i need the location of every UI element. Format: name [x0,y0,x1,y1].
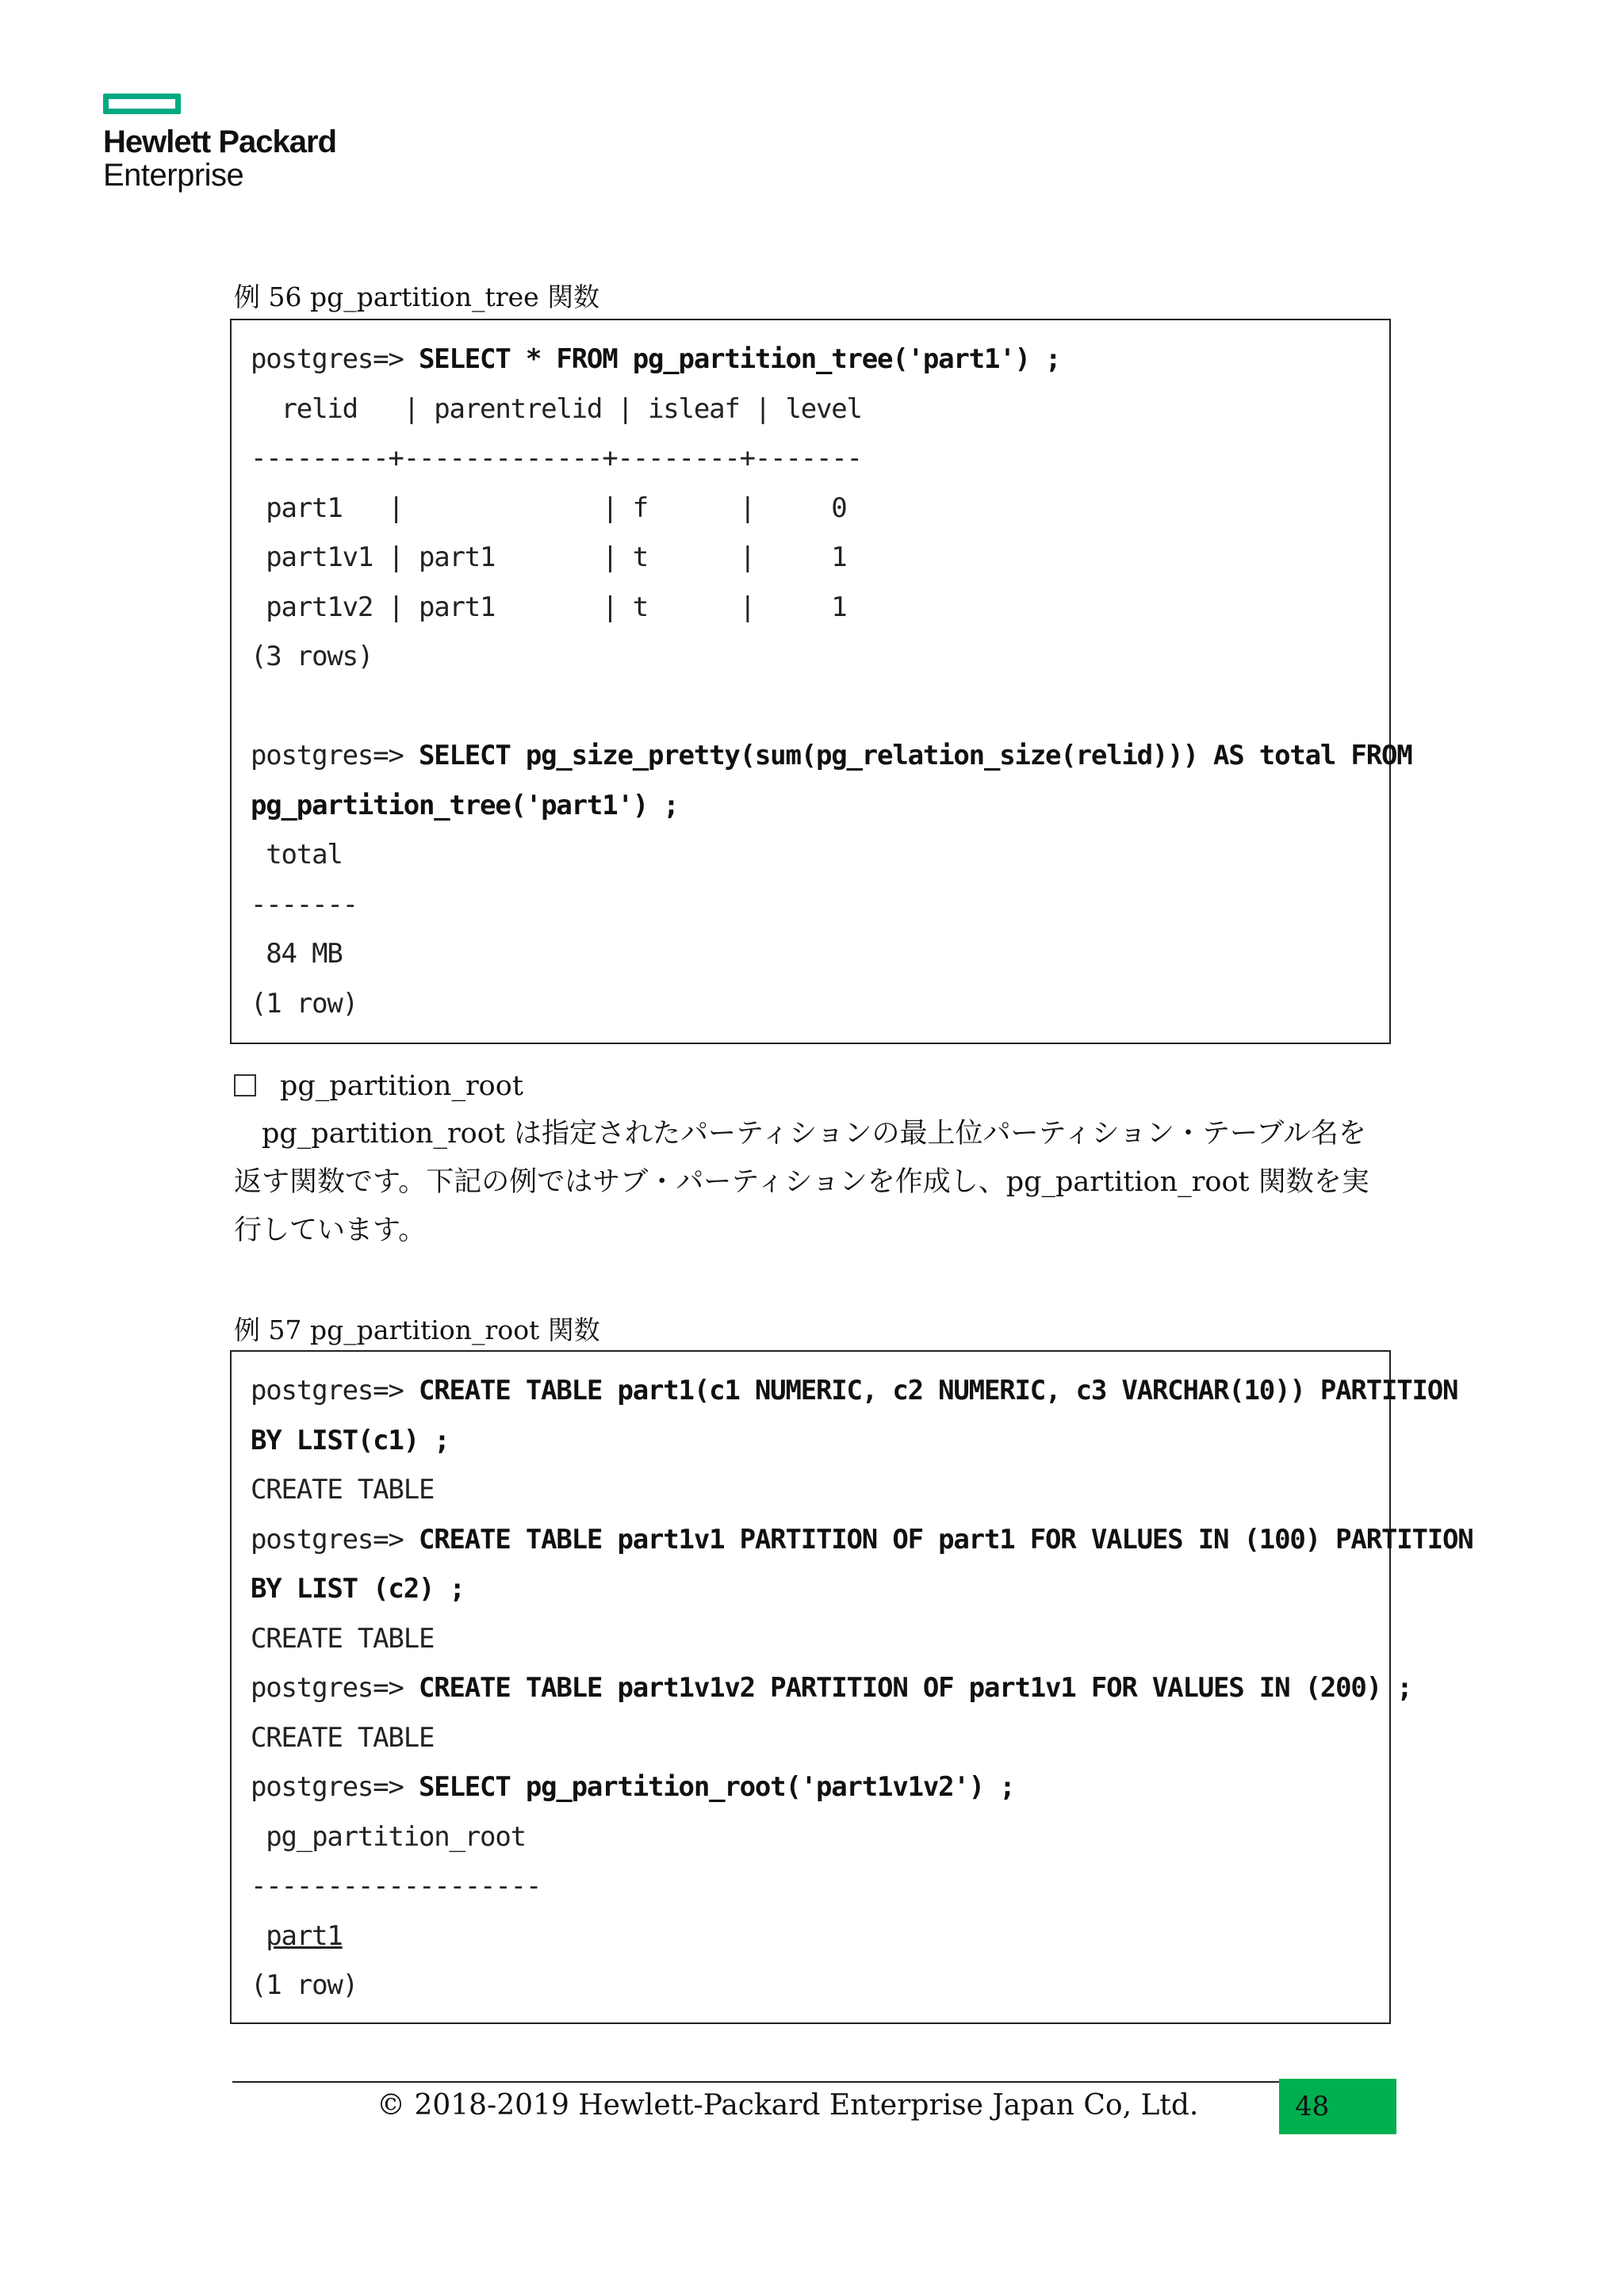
footer-copyright: © 2018-2019 Hewlett-Packard Enterprise Japan Co, Ltd. [377,2089,1199,2122]
code-line [251,1564,1389,1614]
code-line [251,1961,1389,2011]
code-prompt: postgres=> [251,740,419,771]
code-line [251,929,1389,979]
code-line [251,1663,1412,1713]
checkbox-bullet-icon [234,1074,256,1096]
code-prompt: ---------+-------------+--------+------- [251,442,862,474]
section-title: pg_partition_root [280,1070,523,1102]
code-prompt: CREATE TABLE [251,1622,435,1655]
logo-text-line1: Hewlett Packard [103,124,337,159]
code-line [251,434,1389,484]
code-prompt: ------------------- [251,1870,542,1902]
code-command: CREATE TABLE part1v1 PARTITION OF part1 FOR VALUES IN (100) PARTITION [418,1523,1473,1556]
code-prompt: (1 row) [251,1969,358,2001]
code-line [251,1713,1389,1763]
example56-caption: 例 56 pg_partition_tree 関数 [234,281,600,312]
code-line [251,1812,1389,1862]
code-command: SELECT pg_partition_root('part1v1v2') ; [418,1771,1015,1803]
code-result-value: part1 [266,1919,343,1952]
code-command: pg_partition_tree('part1') ; [251,789,679,821]
hpe-logo [103,94,336,192]
code-line [251,583,1389,633]
example57-code-box [230,1350,1473,2024]
code-prompt: total [251,839,343,871]
code-line [251,632,1389,682]
code-line [251,335,1389,385]
code-prompt: CREATE TABLE [251,1721,435,1754]
paragraph-line: 行しています。 [234,1215,427,1246]
code-prompt: postgres=> [251,1375,419,1406]
code-prompt: ------- [251,888,358,920]
code-line [251,1416,1389,1466]
section-heading [234,1069,523,1104]
code-line [251,880,1389,930]
page-number-box [1279,2079,1396,2134]
code-command: BY LIST (c2) ; [251,1573,465,1605]
logo-text-line2: Enterprise [103,158,244,193]
code-line [251,533,1389,583]
code-line [251,830,1389,880]
footer-divider [232,2081,1342,2083]
code-line [251,1515,1473,1565]
code-prompt: postgres=> [251,1771,419,1803]
code-prompt: postgres=> [251,1523,419,1556]
code-command: SELECT pg_size_pretty(sum(pg_relation_size(relid))) AS total FROM [418,740,1412,771]
code-line [251,682,1389,732]
paragraph-line: pg_partition_root は指定されたパーティションの最上位パーティション・テーブル名を [234,1118,1366,1150]
example57-caption: 例 57 pg_partition_root 関数 [234,1314,600,1345]
code-prompt: relid | parentrelid | isleaf | level [251,392,862,425]
code-prompt: part1v1 | part1 | t | 1 [251,541,847,573]
code-line [251,731,1412,781]
code-line [251,1762,1389,1812]
code-command: CREATE TABLE part1v1v2 PARTITION OF part1v1 FOR VALUES IN (200) ; [418,1672,1412,1704]
example56-code-box [230,319,1412,1044]
code-line [251,484,1389,534]
code-line [251,781,1389,831]
hpe-logo-rectangle-icon [103,94,181,114]
code-prompt: (3 rows) [251,641,373,672]
section-paragraph [234,1110,1400,1255]
page-number: 48 [1295,2091,1330,2122]
paragraph-line: 返す関数です。下記の例ではサブ・パーティションを作成し、pg_partition_root 関数を実 [234,1166,1369,1198]
code-prompt: 84 MB [251,938,343,970]
code-prompt: (1 row) [251,987,358,1020]
code-prompt [251,1920,266,1952]
code-command: SELECT * FROM pg_partition_tree('part1') ; [418,343,1061,375]
code-prompt: postgres=> [251,1672,419,1704]
code-line [251,1862,1389,1911]
code-line [251,1614,1389,1664]
code-command: BY LIST(c1) ; [251,1424,450,1456]
code-line [251,979,1389,1029]
code-prompt: postgres=> [251,343,419,375]
code-prompt: part1 | | f | 0 [251,492,847,524]
code-prompt: pg_partition_root [251,1820,526,1853]
code-line [251,1465,1389,1515]
code-prompt: CREATE TABLE [251,1474,435,1506]
code-command: CREATE TABLE part1(c1 NUMERIC, c2 NUMERIC, c3 VARCHAR(10)) PARTITION [418,1375,1458,1406]
code-line [251,1366,1458,1416]
code-line [251,385,1389,434]
code-line [251,1911,1389,1961]
code-prompt: part1v2 | part1 | t | 1 [251,591,847,623]
